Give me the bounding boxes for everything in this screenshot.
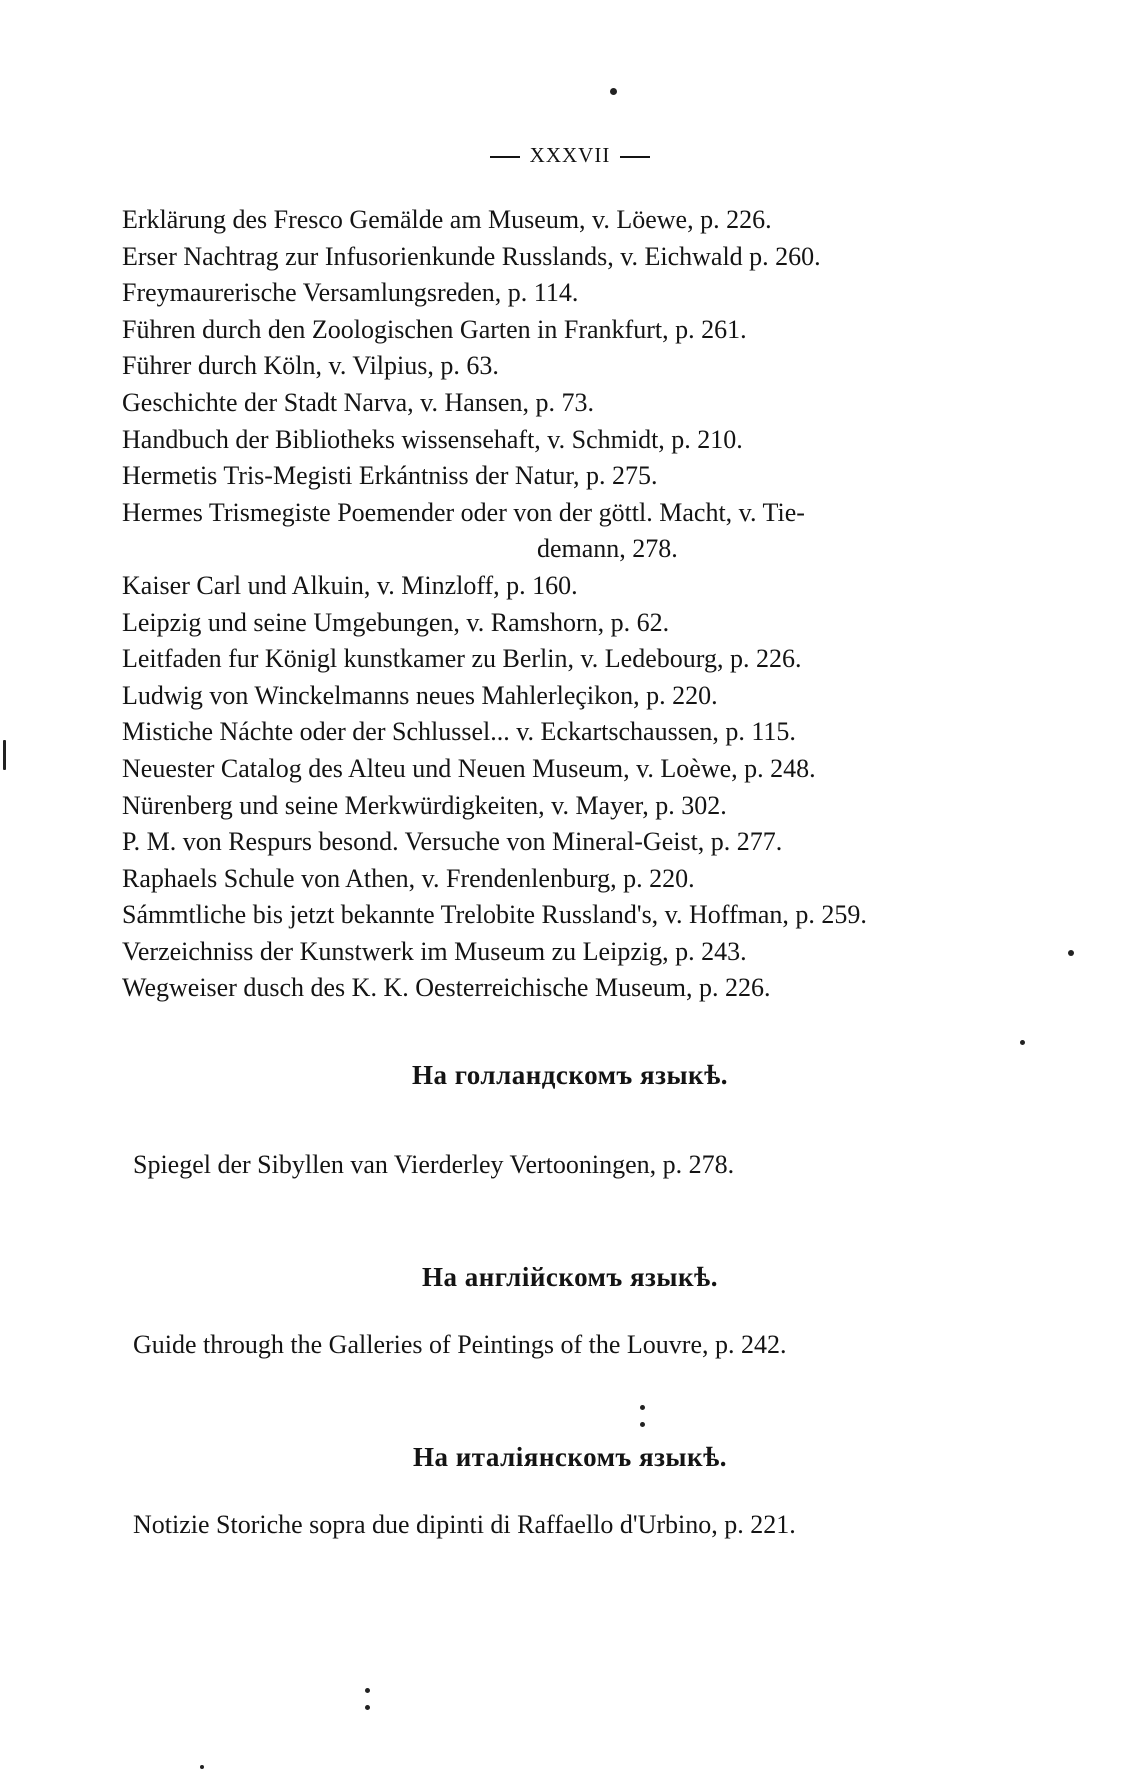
list-item: Kaiser Carl und Alkuin, v. Minzloff, p. 160. <box>122 570 578 600</box>
list-item: Leipzig und seine Umgebungen, v. Ramshorn, p. 62. <box>122 607 670 637</box>
section-heading-dutch: На голландскомъ языкѣ. <box>411 1060 729 1090</box>
list-item-continuation: demann, 278. <box>537 534 678 564</box>
list-item: Mistiche Náchte oder der Schlussel... v. Eckartschaussen, p. 115. <box>122 717 796 747</box>
scan-speck <box>1068 950 1074 956</box>
scan-speck <box>200 1765 204 1769</box>
scan-speck <box>365 1688 370 1693</box>
scan-speck <box>1020 1040 1025 1045</box>
dash-left <box>490 156 520 158</box>
section-entry-dutch: Spiegel der Sibyllen van Vierderley Vertooningen, p. 278. <box>133 1150 735 1179</box>
list-item: Handbuch der Bibliotheks wissensehaft, v. Schmidt, p. 210. <box>122 424 743 454</box>
list-item: P. M. von Respurs besond. Versuche von Mineral-Geist, p. 277. <box>122 827 783 857</box>
list-item: Erklärung des Fresco Gemälde am Museum, v. Löewe, p. 226. <box>122 205 772 234</box>
scan-speck <box>3 740 6 770</box>
entry-list <box>122 202 1002 1007</box>
list-item: Hermes Trismegiste Poemender oder von der göttl. Macht, v. Tie- <box>122 497 805 527</box>
list-item: Erser Nachtrag zur Infusorienkunde Russlands, v. Eichwald p. 260. <box>122 241 821 271</box>
scan-speck <box>640 1422 645 1427</box>
list-item: Neuester Catalog des Alteu und Neuen Museum, v. Loèwe, p. 248. <box>122 753 816 783</box>
dash-right <box>620 156 650 158</box>
list-item: Führen durch den Zoologischen Garten in Frankfurt, p. 261. <box>122 314 747 344</box>
list-item: Leitfaden fur Königl kunstkamer zu Berlin, v. Ledebourg, p. 226. <box>122 644 802 674</box>
section-entry-italian: Notizie Storiche sopra due dipinti di Raffaello d'Urbino, p. 221. <box>133 1510 796 1539</box>
list-item: Sámmtliche bis jetzt bekannte Trelobite Russland's, v. Hoffman, p. 259. <box>122 900 867 930</box>
list-item: Wegweiser dusch des K. K. Oesterreichische Museum, p. 226. <box>122 973 771 1003</box>
section-entry-english: Guide through the Galleries of Peintings of the Louvre, p. 242. <box>133 1330 787 1359</box>
list-item: Verzeichniss der Kunstwerk im Museum zu Leipzig, p. 243. <box>122 936 747 966</box>
list-item: Raphaels Schule von Athen, v. Frendenlenburg, p. 220. <box>122 863 695 893</box>
section-heading-italian: На италіянскомъ языкѣ. <box>412 1442 728 1472</box>
page-number <box>0 143 1140 168</box>
scan-speck <box>365 1705 370 1710</box>
list-item: Freymaurerische Versamlungsreden, p. 114. <box>122 278 579 308</box>
page-number-text: XXXVII <box>529 143 611 167</box>
section-heading-english: На англійскомъ языкѣ. <box>421 1262 718 1292</box>
scan-speck <box>610 88 617 95</box>
scan-speck <box>640 1405 645 1410</box>
list-item: Nürenberg und seine Merkwürdigkeiten, v. Mayer, p. 302. <box>122 790 727 820</box>
list-item: Geschichte der Stadt Narva, v. Hansen, p. 73. <box>122 387 594 417</box>
list-item: Ludwig von Winckelmanns neues Mahlerleçikon, p. 220. <box>122 680 718 710</box>
list-item: Führer durch Köln, v. Vilpius, p. 63. <box>122 351 499 381</box>
list-item: Hermetis Tris-Megisti Erkántniss der Natur, p. 275. <box>122 461 658 491</box>
